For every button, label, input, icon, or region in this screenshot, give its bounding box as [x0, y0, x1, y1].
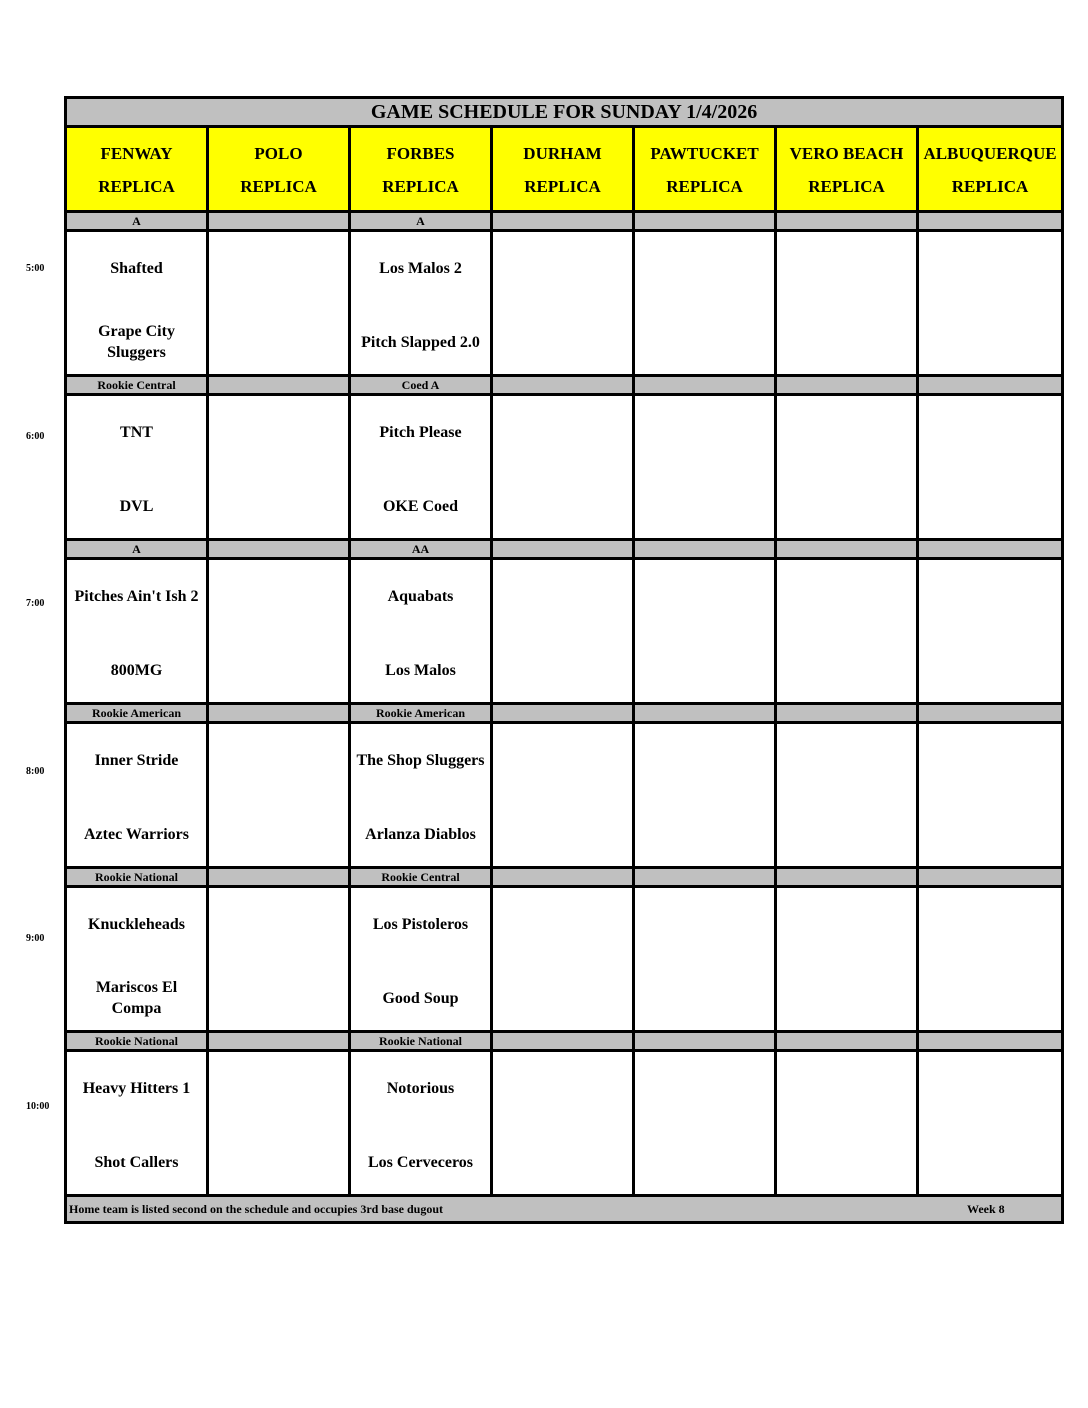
game-row [66, 395, 1063, 540]
home-team: Arlanza Diablos [365, 825, 476, 843]
game-row [66, 887, 1063, 1032]
field-header-row [66, 127, 1063, 212]
home-team: Aztec Warriors [84, 825, 189, 843]
division-label: Rookie Central [350, 868, 492, 887]
game-cell [918, 723, 1063, 868]
game-cell [918, 887, 1063, 1032]
game-cell [776, 887, 918, 1032]
division-label [634, 868, 776, 887]
game-cell [66, 887, 208, 1032]
time-label: 8:00 [26, 766, 45, 777]
field-name: FORBES [386, 144, 455, 163]
game-cell [634, 231, 776, 376]
division-label [492, 376, 634, 395]
away-team: Pitches Ain't Ish 2 [74, 587, 199, 605]
division-label [208, 540, 350, 559]
game-cell [634, 395, 776, 540]
division-label: Rookie American [350, 704, 492, 723]
division-label [634, 376, 776, 395]
time-label: 5:00 [26, 263, 45, 274]
division-label [918, 540, 1063, 559]
division-label [492, 868, 634, 887]
field-subtitle: REPLICA [808, 177, 885, 196]
game-cell [776, 1051, 918, 1196]
home-team: 800MG [110, 661, 163, 679]
game-cell [492, 395, 634, 540]
game-cell [208, 395, 350, 540]
game-row [66, 723, 1063, 868]
away-team: Notorious [386, 1079, 455, 1097]
division-label [918, 704, 1063, 723]
week-label: Week 8 [967, 1202, 1005, 1216]
game-cell [208, 887, 350, 1032]
away-team: Pitch Please [379, 423, 462, 441]
home-team: Los Cerveceros [368, 1153, 473, 1171]
game-cell [66, 723, 208, 868]
division-label: AA [350, 540, 492, 559]
division-label [208, 868, 350, 887]
home-team: Good Soup [382, 989, 459, 1007]
away-team: TNT [120, 423, 153, 441]
game-cell [918, 1051, 1063, 1196]
division-label [918, 376, 1063, 395]
game-cell [350, 723, 492, 868]
time-label: 7:00 [26, 598, 45, 609]
game-cell [634, 723, 776, 868]
division-label: A [66, 212, 208, 231]
time-label: 10:00 [26, 1101, 50, 1112]
game-cell [918, 231, 1063, 376]
division-label: Coed A [350, 376, 492, 395]
division-label [208, 1032, 350, 1051]
field-name: VERO BEACH [789, 144, 904, 163]
division-label [776, 212, 918, 231]
division-label: Rookie National [350, 1032, 492, 1051]
field-name: DURHAM [523, 144, 602, 163]
game-cell [918, 395, 1063, 540]
game-cell [350, 559, 492, 704]
division-label [634, 1032, 776, 1051]
game-cell [776, 395, 918, 540]
game-cell [208, 231, 350, 376]
home-team: DVL [119, 497, 154, 515]
footer-cell [66, 1196, 1063, 1223]
division-label [918, 212, 1063, 231]
game-cell [208, 723, 350, 868]
away-team: Heavy Hitters 1 [82, 1079, 191, 1097]
game-cell [350, 1051, 492, 1196]
division-label [492, 704, 634, 723]
title-row [66, 98, 1063, 127]
time-label: 9:00 [26, 933, 45, 944]
home-team: Pitch Slapped 2.0 [361, 333, 480, 351]
division-label: Rookie National [66, 1032, 208, 1051]
game-cell [208, 1051, 350, 1196]
division-label [492, 1032, 634, 1051]
division-label: A [350, 212, 492, 231]
division-row [66, 704, 1063, 723]
division-label: Rookie National [66, 868, 208, 887]
division-label [776, 540, 918, 559]
game-cell [492, 887, 634, 1032]
division-label [776, 868, 918, 887]
game-cell [492, 723, 634, 868]
division-label: Rookie American [66, 704, 208, 723]
division-label [634, 212, 776, 231]
division-label: Rookie Central [66, 376, 208, 395]
division-label [208, 376, 350, 395]
game-cell [66, 395, 208, 540]
field-header [492, 127, 634, 212]
division-row [66, 540, 1063, 559]
field-header [208, 127, 350, 212]
away-team: Aquabats [387, 587, 454, 605]
schedule-table [64, 96, 1064, 1224]
field-header [66, 127, 208, 212]
field-subtitle: REPLICA [666, 177, 743, 196]
game-cell [350, 887, 492, 1032]
game-cell [776, 723, 918, 868]
field-name: PAWTUCKET [650, 144, 759, 163]
home-team: OKE Coed [382, 497, 459, 515]
field-subtitle: REPLICA [98, 177, 175, 196]
game-cell [776, 559, 918, 704]
field-subtitle: REPLICA [524, 177, 601, 196]
page-title: GAME SCHEDULE FOR SUNDAY 1/4/2026 [66, 98, 1063, 127]
game-cell [492, 231, 634, 376]
away-team: Los Pistoleros [372, 915, 469, 933]
game-cell [492, 1051, 634, 1196]
division-label [492, 212, 634, 231]
field-name: FENWAY [100, 144, 173, 163]
home-team: Mariscos El Compa [95, 979, 178, 1017]
field-header [634, 127, 776, 212]
division-row [66, 376, 1063, 395]
footer-note: Home team is listed second on the schedule and occupies 3rd base dugout [69, 1202, 444, 1216]
field-subtitle: REPLICA [240, 177, 317, 196]
division-label [776, 704, 918, 723]
game-cell [66, 1051, 208, 1196]
game-cell [66, 231, 208, 376]
game-cell [208, 559, 350, 704]
home-team: Los Malos [385, 661, 456, 679]
game-cell [634, 559, 776, 704]
time-column [0, 0, 64, 1408]
field-header [776, 127, 918, 212]
division-label [634, 540, 776, 559]
division-label [208, 212, 350, 231]
footer-row [66, 1196, 1063, 1223]
division-row [66, 212, 1063, 231]
time-label: 6:00 [26, 431, 45, 442]
game-cell [776, 231, 918, 376]
away-team: Los Malos 2 [379, 259, 462, 277]
game-row [66, 1051, 1063, 1196]
division-label: A [66, 540, 208, 559]
away-team: Inner Stride [94, 751, 179, 769]
division-row [66, 868, 1063, 887]
division-label [776, 1032, 918, 1051]
field-name: POLO [254, 144, 303, 163]
game-cell [918, 559, 1063, 704]
division-label [918, 1032, 1063, 1051]
division-label [492, 540, 634, 559]
field-subtitle: REPLICA [382, 177, 459, 196]
away-team: Shafted [110, 259, 163, 277]
division-label [918, 868, 1063, 887]
game-cell [492, 559, 634, 704]
game-cell [634, 887, 776, 1032]
field-header [918, 127, 1063, 212]
field-subtitle: REPLICA [951, 177, 1029, 196]
home-team: Shot Callers [94, 1153, 179, 1171]
game-row [66, 231, 1063, 376]
game-cell [350, 231, 492, 376]
away-team: Knuckleheads [88, 915, 185, 933]
division-label [634, 704, 776, 723]
division-label [208, 704, 350, 723]
division-row [66, 1032, 1063, 1051]
home-team: Grape City Sluggers [98, 323, 175, 361]
field-header [350, 127, 492, 212]
game-cell [66, 559, 208, 704]
division-label [776, 376, 918, 395]
away-team: The Shop Sluggers [356, 751, 485, 769]
game-cell [634, 1051, 776, 1196]
game-cell [350, 395, 492, 540]
game-row [66, 559, 1063, 704]
field-name: ALBUQUERQUE [923, 144, 1057, 163]
